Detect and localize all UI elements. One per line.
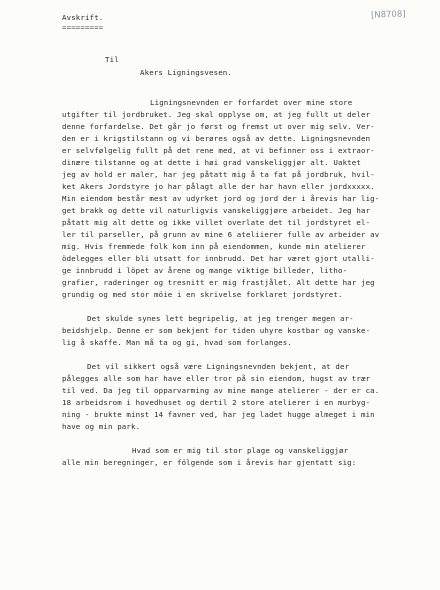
body-text-line: til ved. Da jeg til opparvarming av mine mange atelierer - der er ca. [62,386,380,395]
body-text-line: Det vil sikkert også være Ligningsnevnden bekjent, at der [87,362,350,371]
body-text-line: grafier, raderinger og tresnitt er mig frastjålet. Alt dette har jeg [62,278,375,287]
body-text-line: Hvad som er mig til stor plage og vanskeliggjør [132,446,349,455]
body-text-line: mig. Hvis fremmede folk kom inn på eiendommen, kunde min atelierer [62,242,366,251]
body-text-line: påtatt mig alt dette og ikke villet overlate det til jordstyret el- [62,218,371,227]
body-text-line: jeg av hold er maler, har jeg påtatt mig å ta fat på jordbruk, hvil- [62,170,375,179]
body-text-line: utgifter til jordbruket. Jeg skal opplyse om, at jeg fullt ut deler [62,110,371,119]
body-text-line: alle min beregninger, er fölgende som i årevis har gjentatt sig: [62,458,357,467]
body-text-line: grundig og med stor möie i en skrivelse forklaret jordstyret. [62,290,343,299]
body-text-line: ket Akers Jordstyre jo har pålagt alle der har havn eller jordxxxxx. [62,182,375,191]
body-text-line: beidshjelp. Denne er som bekjent for tiden uhyre kostbar og vanske- [62,326,371,335]
body-text-line: Det skulde synes lett begripelig, at jeg trenger megen ar- [87,314,354,323]
body-text-line: ning - brukte minst 14 favner ved, har jeg ladet hugge almeget i min [62,410,375,419]
body-text-line: Ligningsnevnden er forfardet over mine store [150,98,353,107]
recipient-name: Akers Ligningsvesen. [140,68,232,77]
archive-stamp: [N8708] [370,9,406,21]
body-text-line: have og min park. [62,422,141,431]
body-text-line: er selvfølgelig fullt på det rene med, at vi befinner oss i extraor- [62,146,375,155]
body-text-line: get brakk og dette vil naturligvis vanskeliggjøre arbeidet. Jeg har [62,206,371,215]
heading-underline: ========= [62,23,104,32]
body-text-line: 18 arbeidsrom i hovedhuset og dertil 2 store atelierer i en murbyg- [62,398,371,407]
body-text-line: den er i krigstilstann og vi berøres også av dette. Ligningsnevnden [62,134,371,143]
body-text-line: ge innbrudd i löpet av årene og mange viktige billeder, litho- [62,266,348,275]
body-text-line: lig å skaffe. Man må ta og gi, hvad som forlanges. [62,338,292,347]
body-text-line: denne forfardelse. Det går jo først og fremst ut over mig selv. Ver- [62,122,375,131]
document-heading: Avskrift. [62,13,104,22]
body-text-line: ler til parseller, på grunn av mine 6 ateliierer fulle av arbeider av [62,230,380,239]
salutation-to: Til [105,55,119,64]
body-text-line: dinære tilstanne og at dette i høi grad vanskeliggjør alt. Uaktet [62,158,361,167]
body-text-line: pålegges alle som har have eller tror på sin eiendom, hugst av trær [62,374,371,383]
body-text-line: Min eiendom består mest av udyrket jord og jord der i årevis har lig- [62,194,380,203]
body-text-line: ödelegges eller bli utsatt for innbrudd. Det har været gjort utalli- [62,254,375,263]
